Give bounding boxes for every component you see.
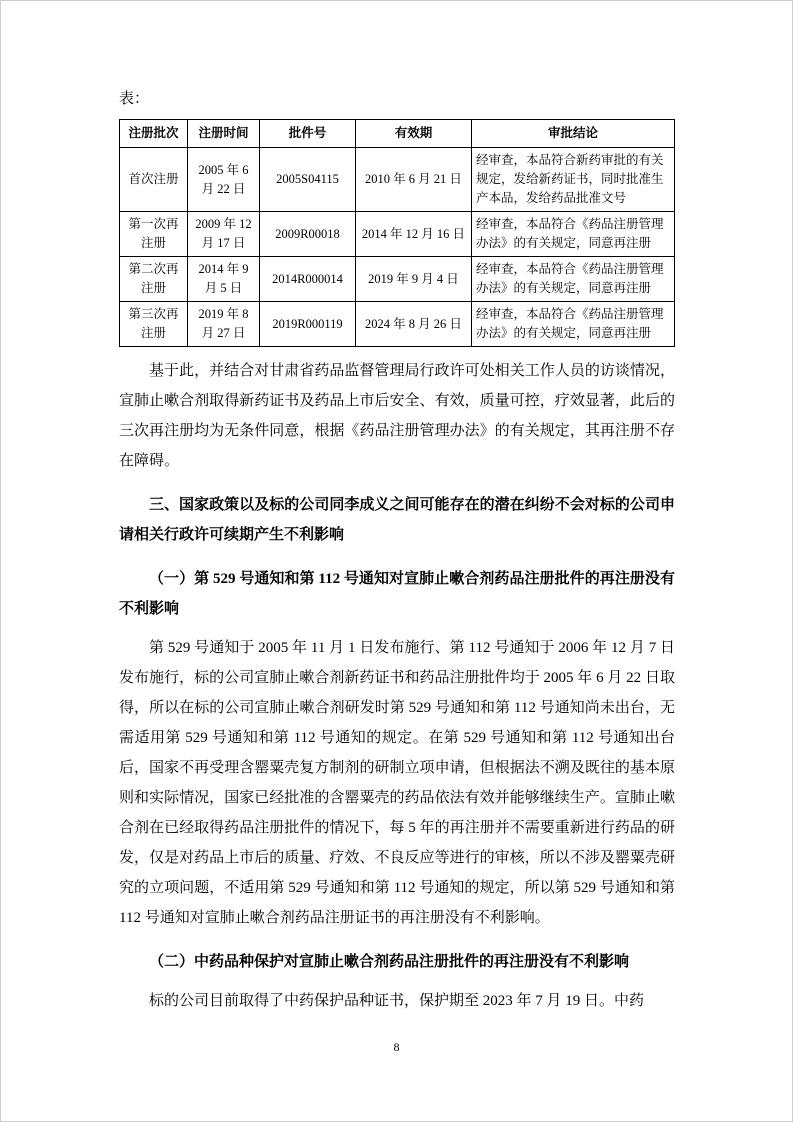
paragraph-tcm-protection: 标的公司目前取得了中药保护品种证书，保护期至 2023 年 7 月 19 日。中药 xyxy=(149,993,645,1009)
cell-batch: 第一次再注册 xyxy=(120,212,188,257)
cell-conclusion: 经审查，本品符合新药审批的有关规定，发给新药证书，同时批准生产本品，发给药品批准文号 xyxy=(472,148,675,212)
cell-conclusion: 经审查，本品符合《药品注册管理办法》的有关规定，同意再注册 xyxy=(472,257,675,302)
cell-batch: 第二次再注册 xyxy=(120,257,188,302)
table-row xyxy=(120,302,675,347)
subsection-heading-1: （一）第 529 号通知和第 112 号通知对宣肺止嗽合剂药品注册批件的再注册没有不利影响 xyxy=(119,571,675,617)
paragraph-notice-529-112: 第 529 号通知于 2005 年 11 月 1 日发布施行、第 112 号通知于 2006 年 12 月 7 日发布施行，标的公司宣肺止嗽合剂新药证书和药品注册批件均于 2005 年 6 月 22 日取得，所以在标的公司宣肺止嗽合剂研发时第 529 号通知和第 112 号通知尚未出台，无需适用第 529 号通知和第 112 号通知的规定。在第 529 号通知和第 112 号通知出台后，国家不再受理含罂粟壳复方制剂的研制立项申请，但根据法不溯及既往的基本原则和实际情况，国家已经批准的含罂粟壳的药品依法有效并能够继续生产。宣肺止嗽合剂在已经取得药品注册批件的情况下，每 5 年的再注册并不需要重新进行药品的研发，仅是对药品上市后的质量、疗效、不良反应等进行的审核，所以不涉及罂粟壳研究的立项问题，不适用第 529 号通知和第 112 号通知的规定，所以第 529 号通知和第 112 号通知对宣肺止嗽合剂药品注册证书的再注册没有不利影响。 xyxy=(119,640,675,926)
cell-batch: 首次注册 xyxy=(120,148,188,212)
table-row xyxy=(120,212,675,257)
cell-validity: 2010 年 6 月 21 日 xyxy=(356,148,472,212)
table-header-row xyxy=(120,120,675,148)
cell-number: 2014R000014 xyxy=(260,257,356,302)
cell-validity: 2019 年 9 月 4 日 xyxy=(356,257,472,302)
cell-conclusion: 经审查，本品符合《药品注册管理办法》的有关规定，同意再注册 xyxy=(472,302,675,347)
cell-number: 2019R000119 xyxy=(260,302,356,347)
table-row xyxy=(120,148,675,212)
cell-conclusion: 经审查，本品符合《药品注册管理办法》的有关规定，同意再注册 xyxy=(472,212,675,257)
page-number: 8 xyxy=(393,1040,400,1054)
paragraph-basis: 基于此，并结合对甘肃省药品监督管理局行政许可处相关工作人员的访谈情况，宣肺止嗽合剂取得新药证书及药品上市后安全、有效，质量可控，疗效显著，此后的三次再注册均为无条件同意，根据《药品注册管理办法》的有关规定，其再注册不存在障碍。 xyxy=(119,363,675,469)
subsection-heading-2: （二）中药品种保护对宣肺止嗽合剂药品注册批件的再注册没有不利影响 xyxy=(149,954,630,970)
cell-time: 2005 年 6 月 22 日 xyxy=(188,148,260,212)
cell-time: 2014 年 9 月 5 日 xyxy=(188,257,260,302)
cell-validity: 2014 年 12 月 16 日 xyxy=(356,212,472,257)
cell-number: 2005S04115 xyxy=(260,148,356,212)
col-header-validity: 有效期 xyxy=(356,120,472,148)
cell-batch: 第三次再注册 xyxy=(120,302,188,347)
col-header-time: 注册时间 xyxy=(188,120,260,148)
registration-table xyxy=(119,119,675,347)
cell-time: 2009 年 12 月 17 日 xyxy=(188,212,260,257)
cell-validity: 2024 年 8 月 26 日 xyxy=(356,302,472,347)
col-header-number: 批件号 xyxy=(260,120,356,148)
section-heading-3: 三、国家政策以及标的公司同李成义之间可能存在的潜在纠纷不会对标的公司申请相关行政许可续期产生不利影响 xyxy=(119,497,675,543)
col-header-batch: 注册批次 xyxy=(120,120,188,148)
table-row xyxy=(120,257,675,302)
cell-time: 2019 年 8 月 27 日 xyxy=(188,302,260,347)
cell-number: 2009R00018 xyxy=(260,212,356,257)
col-header-conclusion: 审批结论 xyxy=(472,120,675,148)
table-lead-label: 表： xyxy=(119,91,150,107)
